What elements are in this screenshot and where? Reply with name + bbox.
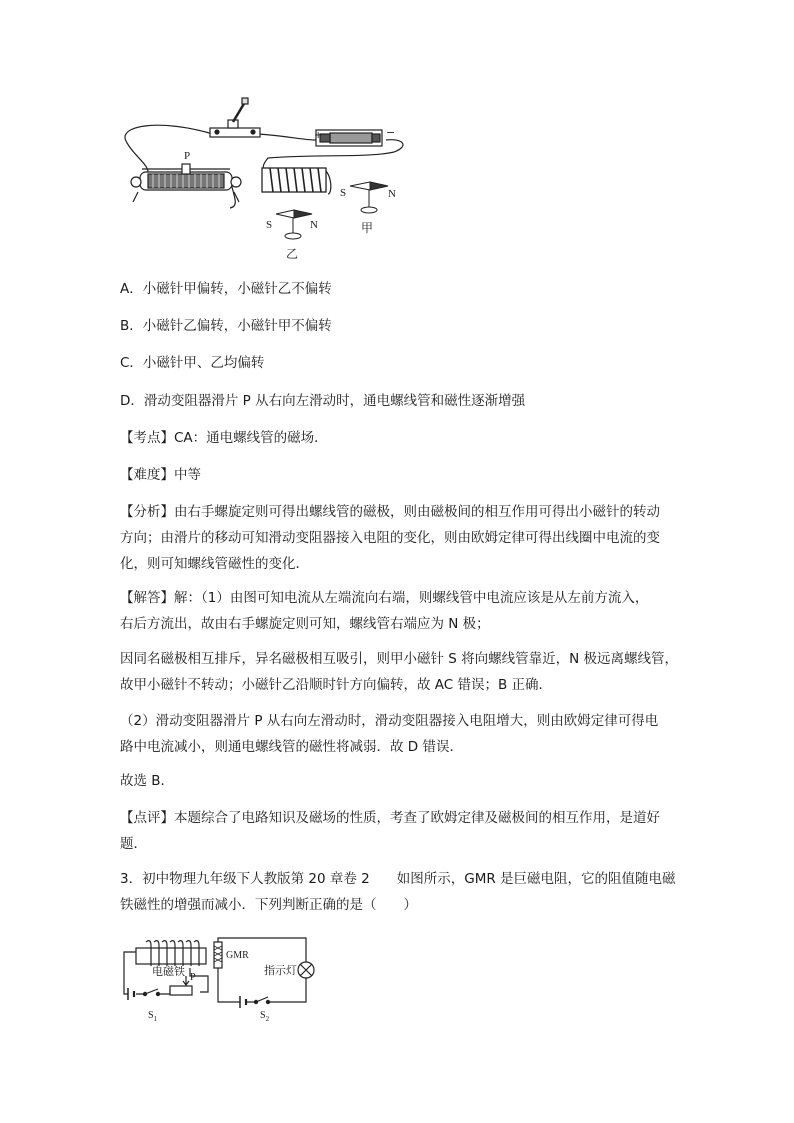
solution-paragraph-3 [120, 710, 680, 759]
battery-plus-label: + [314, 130, 323, 141]
needle-yi-s-label: S [266, 219, 273, 231]
solenoid-circuit-figure [118, 96, 418, 266]
battery-minus-label: − [386, 126, 396, 139]
switch-s2-sub: 2 [265, 1015, 270, 1023]
question-3-line-2: 铁磁性的增强而减小．下列判断正确的是（ ） [120, 897, 417, 913]
kaodian: 【考点】CA：通电螺线管的磁场． [120, 430, 328, 446]
needle-yi-label: 乙 [286, 247, 299, 261]
needle-jia-n-label: N [388, 188, 396, 200]
compass-needle-jia [350, 182, 388, 213]
electromagnet-label: 电磁铁 [152, 965, 185, 978]
analysis-line-1: 【分析】由右手螺旋定则可得出螺线管的磁极，则由磁极间的相互作用可得出小磁针的转动 [120, 504, 660, 520]
option-c: C．小磁针甲、乙均偏转 [120, 355, 265, 371]
solution-paragraph [120, 587, 680, 636]
solution-line-1: 【解答】解：（1）由图可知电流从左端流向右端，则螺线管中电流应该是从左前方流入， [120, 590, 649, 606]
solution3-line-1: （2）滑动变阻器滑片 P 从右向左滑动时，滑动变阻器接入电阻增大，则由欧姆定律可得电 [120, 713, 659, 729]
option-d: D．滑动变阻器滑片 P 从右向左滑动时，通电螺线管和磁性逐渐增强 [120, 393, 526, 409]
needle-jia-label: 甲 [361, 221, 374, 235]
switch-s1-sub: 1 [153, 1015, 158, 1023]
left-rheostat [170, 986, 192, 995]
comment-line-2: 题． [120, 836, 147, 852]
solution3-line-2: 路中电流减小，则通电螺线管的磁性将减弱．故 D 错误． [120, 739, 463, 755]
switch-s1-main: S [148, 1010, 154, 1021]
lamp-label: 指示灯 [264, 964, 297, 977]
solution2-line-1: 因同名磁极相互排斥，异名磁极相互吸引，则甲小磁针 S 将向螺线管靠近，N 极远离螺线管， [120, 651, 679, 667]
compass-needle-yi [276, 210, 312, 239]
knife-switch [210, 98, 260, 137]
needle-yi-n-label: N [310, 219, 318, 231]
electromagnet-core [136, 948, 206, 964]
needle-jia-s-label: S [340, 187, 347, 199]
option-b: B．小磁针乙偏转，小磁针甲不偏转 [120, 318, 332, 334]
gmr-circuit-figure [118, 936, 328, 1026]
comment-paragraph [120, 807, 680, 856]
answer-line: 故选 B． [120, 773, 175, 789]
wire-top-middle [258, 134, 316, 140]
analysis-paragraph [120, 501, 680, 576]
switch-s2-main: S [260, 1010, 266, 1021]
gmr-label: GMR [226, 950, 249, 961]
comment-line-1: 【点评】本题综合了电路知识及磁场的性质，考查了欧姆定律及磁极间的相互作用，是道好 [120, 810, 660, 826]
analysis-line-3: 化，则可知螺线管磁性的变化． [120, 556, 309, 572]
solution-line-2: 右后方流出，故由右手螺旋定则可知，螺线管右端应为 N 极； [120, 616, 490, 632]
rheostat-slider-label: P [184, 150, 191, 162]
question-3 [120, 868, 680, 917]
solution2-line-2: 故甲小磁针不转动；小磁针乙沿顺时针方向偏转，故 AC 错误；B 正确． [120, 677, 553, 693]
solution-paragraph-2 [120, 648, 680, 697]
solenoid [262, 168, 326, 192]
switch-s2-label [260, 1010, 270, 1023]
slider-p-label: P [190, 972, 196, 983]
analysis-line-2: 方向；由滑片的移动可知滑动变阻器接入电阻的变化，则由欧姆定律可得出线圈中电流的变 [120, 530, 660, 546]
wire-top-left [125, 125, 213, 172]
nandu: 【难度】中等 [120, 467, 201, 483]
question-3-line-1: 3．初中物理九年级下人教版第 20 章卷 2 如图所示，GMR 是巨磁电阻，它的阻值随电磁 [120, 871, 676, 887]
battery [316, 130, 382, 146]
switch-s1-label [148, 1010, 158, 1023]
option-a: A．小磁针甲偏转，小磁针乙不偏转 [120, 281, 332, 297]
